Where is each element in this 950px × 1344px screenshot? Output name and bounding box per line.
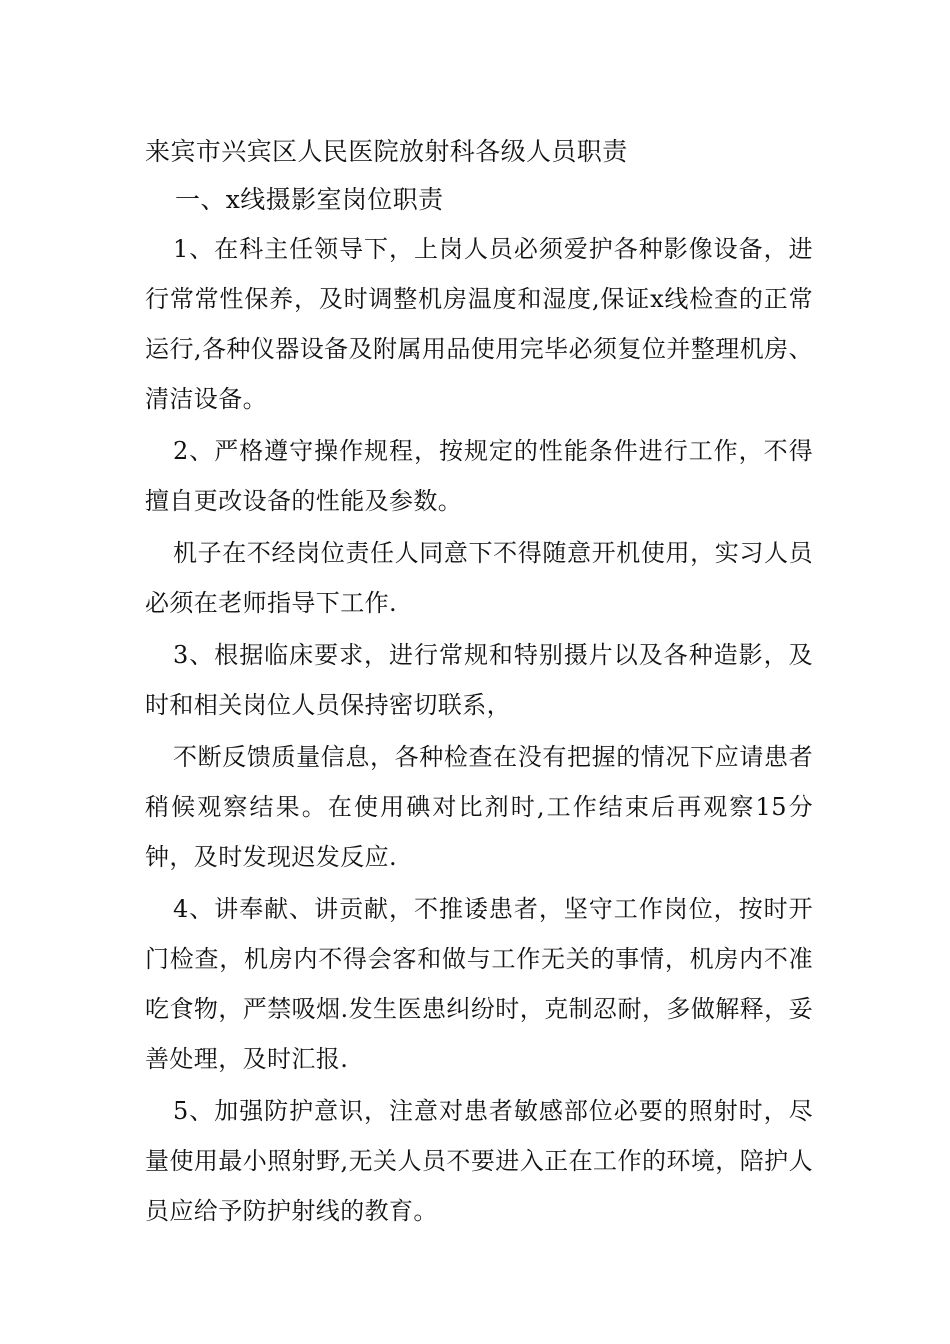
paragraph-2: 2、严格遵守操作规程，按规定的性能条件进行工作，不得擅自更改设备的性能及参数。	[145, 437, 813, 515]
paragraph-1: 1、在科主任领导下，上岗人员必须爱护各种影像设备，进行常常性保养，及时调整机房温度和湿度,保证x线检查的正常运行,各种仪器设备及附属用品使用完毕必须复位并整理机房、清洁设备。	[145, 235, 813, 413]
paragraph-4: 3、根据临床要求，进行常规和特别摄片以及各种造影，及时和相关岗位人员保持密切联系，	[145, 641, 813, 719]
document-title: 来宾市兴宾区人民医院放射科各级人员职责	[145, 137, 628, 166]
document-body	[145, 128, 813, 1238]
section-heading: 一、x线摄影室岗位职责	[175, 185, 444, 214]
paragraph-7: 5、加强防护意识，注意对患者敏感部位必要的照射时，尽量使用最小照射野,无关人员不要进入正在工作的环境，陪护人员应给予防护射线的教育。	[145, 1097, 813, 1225]
paragraph-3: 机子在不经岗位责任人同意下不得随意开机使用，实习人员必须在老师指导下工作.	[145, 539, 813, 617]
paragraph-6: 4、讲奉献、讲贡献，不推诿患者，坚守工作岗位，按时开门检查，机房内不得会客和做与工作无关的事情，机房内不准吃食物，严禁吸烟.发生医患纠纷时，克制忍耐，多做解释，妥善处理，及时汇报.	[145, 895, 813, 1073]
paragraph-5: 不断反馈质量信息，各种检查在没有把握的情况下应请患者稍候观察结果。在使用碘对比剂时,工作结束后再观察15分钟，及时发现迟发反应.	[145, 743, 813, 871]
